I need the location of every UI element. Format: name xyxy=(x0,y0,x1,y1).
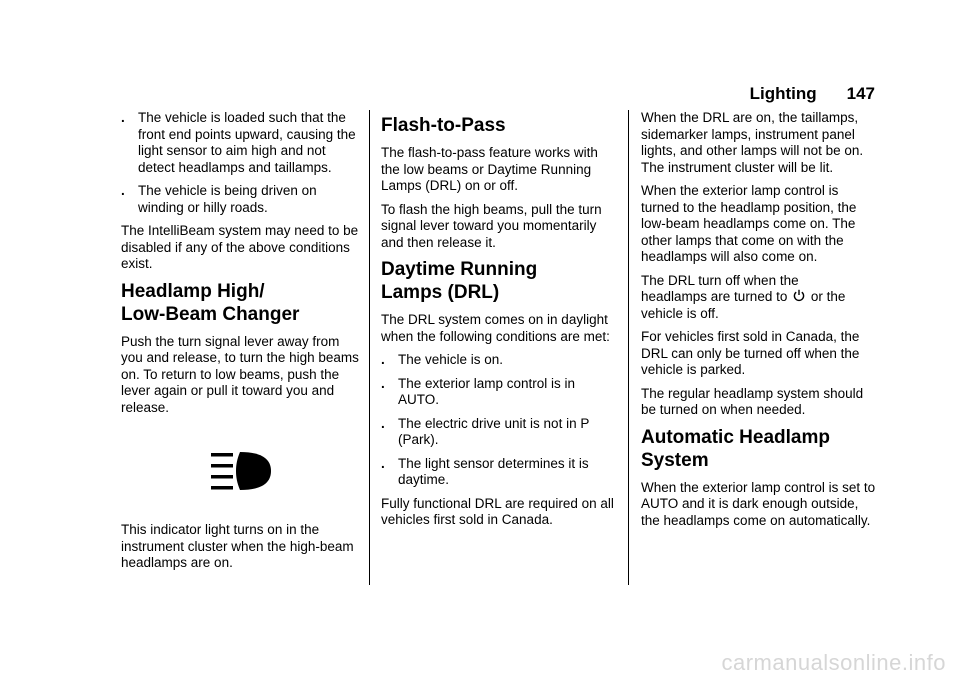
paragraph: This indicator light turns on in the instrument cluster when the high-beam headlamps are on. xyxy=(121,522,354,570)
section-heading-drl xyxy=(381,258,616,304)
heading-line: Headlamp High/ xyxy=(121,280,265,302)
paragraph: Fully functional DRL are required on all vehicles first sold in Canada. xyxy=(381,495,614,527)
paragraph: To flash the high beams, pull the turn signal lever toward you momentarily and then release it. xyxy=(381,201,602,250)
list-item-text: The vehicle is loaded such that the front end points upward, causing the light sensor to aim high and not detect headlamps and taillamps. xyxy=(138,110,356,175)
bullet-marker: . xyxy=(121,183,125,198)
text-fragment: or the vehicle is off. xyxy=(641,289,846,321)
heading-line: System xyxy=(641,449,709,471)
list-item xyxy=(381,376,616,409)
page-number: 147 xyxy=(846,84,875,103)
bullet-marker: . xyxy=(381,415,385,431)
paragraph: The flash-to-pass feature works with the low beams or Daytime Running Lamps (DRL) on or off. xyxy=(381,145,598,193)
paragraph: The regular headlamp system should be turned on when needed. xyxy=(641,385,864,417)
list-item-text: The vehicle is being driven on winding or hilly roads. xyxy=(138,183,317,215)
column-divider xyxy=(628,110,629,585)
text-fragment: headlamps are turned to xyxy=(641,289,788,304)
bullet-marker: . xyxy=(381,375,385,391)
paragraph: For vehicles first sold in Canada, the DRL can only be turned off when the vehicle is parked. xyxy=(641,329,860,377)
section-heading-automatic-headlamp xyxy=(641,426,879,472)
list-item-text: The electric drive unit is not in P (Park). xyxy=(398,415,590,447)
bullet-marker: . xyxy=(121,110,125,125)
paragraph: The DRL system comes on in daylight when the following conditions are met: xyxy=(381,312,610,344)
column-left xyxy=(121,110,359,579)
heading-line: Daytime Running xyxy=(381,259,538,280)
high-beam-indicator-icon xyxy=(207,450,273,492)
list-item xyxy=(121,183,359,216)
list-item-text: The exterior lamp control is in AUTO. xyxy=(398,375,576,407)
power-off-icon xyxy=(793,289,805,302)
paragraph: The IntelliBeam system may need to be disabled if any of the above conditions exist. xyxy=(121,223,359,271)
paragraph: When the DRL are on, the taillamps, sidemarker lamps, instrument panel lights, and other lamps will not be on. The instrument cluster will be lit. xyxy=(641,110,864,175)
paragraph: When the exterior lamp control is set to AUTO and it is dark enough outside, the headlamps come on automatically. xyxy=(641,479,876,528)
bullet-marker: . xyxy=(381,455,385,471)
text-line: The DRL turn off when the xyxy=(641,272,799,288)
bullet-marker: . xyxy=(381,352,385,367)
column-right xyxy=(641,110,879,536)
page-header xyxy=(600,82,875,106)
paragraph xyxy=(641,273,879,323)
column-divider xyxy=(369,110,370,585)
watermark xyxy=(0,650,960,676)
heading-line: Lamps (DRL) xyxy=(381,282,500,303)
watermark-text: carmanualsonline.info xyxy=(721,650,946,675)
heading-line: Automatic Headlamp xyxy=(641,426,830,448)
list-item xyxy=(381,416,616,449)
section-title: Lighting xyxy=(749,84,817,103)
section-heading-flash-to-pass: Flash-to-Pass xyxy=(381,115,506,136)
list-item xyxy=(381,352,616,369)
list-item xyxy=(121,110,359,176)
paragraph: Push the turn signal lever away from you and release, to turn the high beams on. To return to low beams, push the lever again or pull it toward you and release. xyxy=(121,333,359,415)
paragraph: When the exterior lamp control is turned to the headlamp position, the low-beam headlamps come on. The other lamps that come on with the headlamps will also come on. xyxy=(641,183,857,264)
list-item-text: The light sensor determines it is daytime. xyxy=(398,455,589,487)
list-item xyxy=(381,456,616,489)
list-item-text: The vehicle is on. xyxy=(398,352,504,367)
column-middle xyxy=(381,110,616,536)
heading-line: Low-Beam Changer xyxy=(121,303,300,325)
section-heading-headlamp-changer xyxy=(121,280,359,326)
